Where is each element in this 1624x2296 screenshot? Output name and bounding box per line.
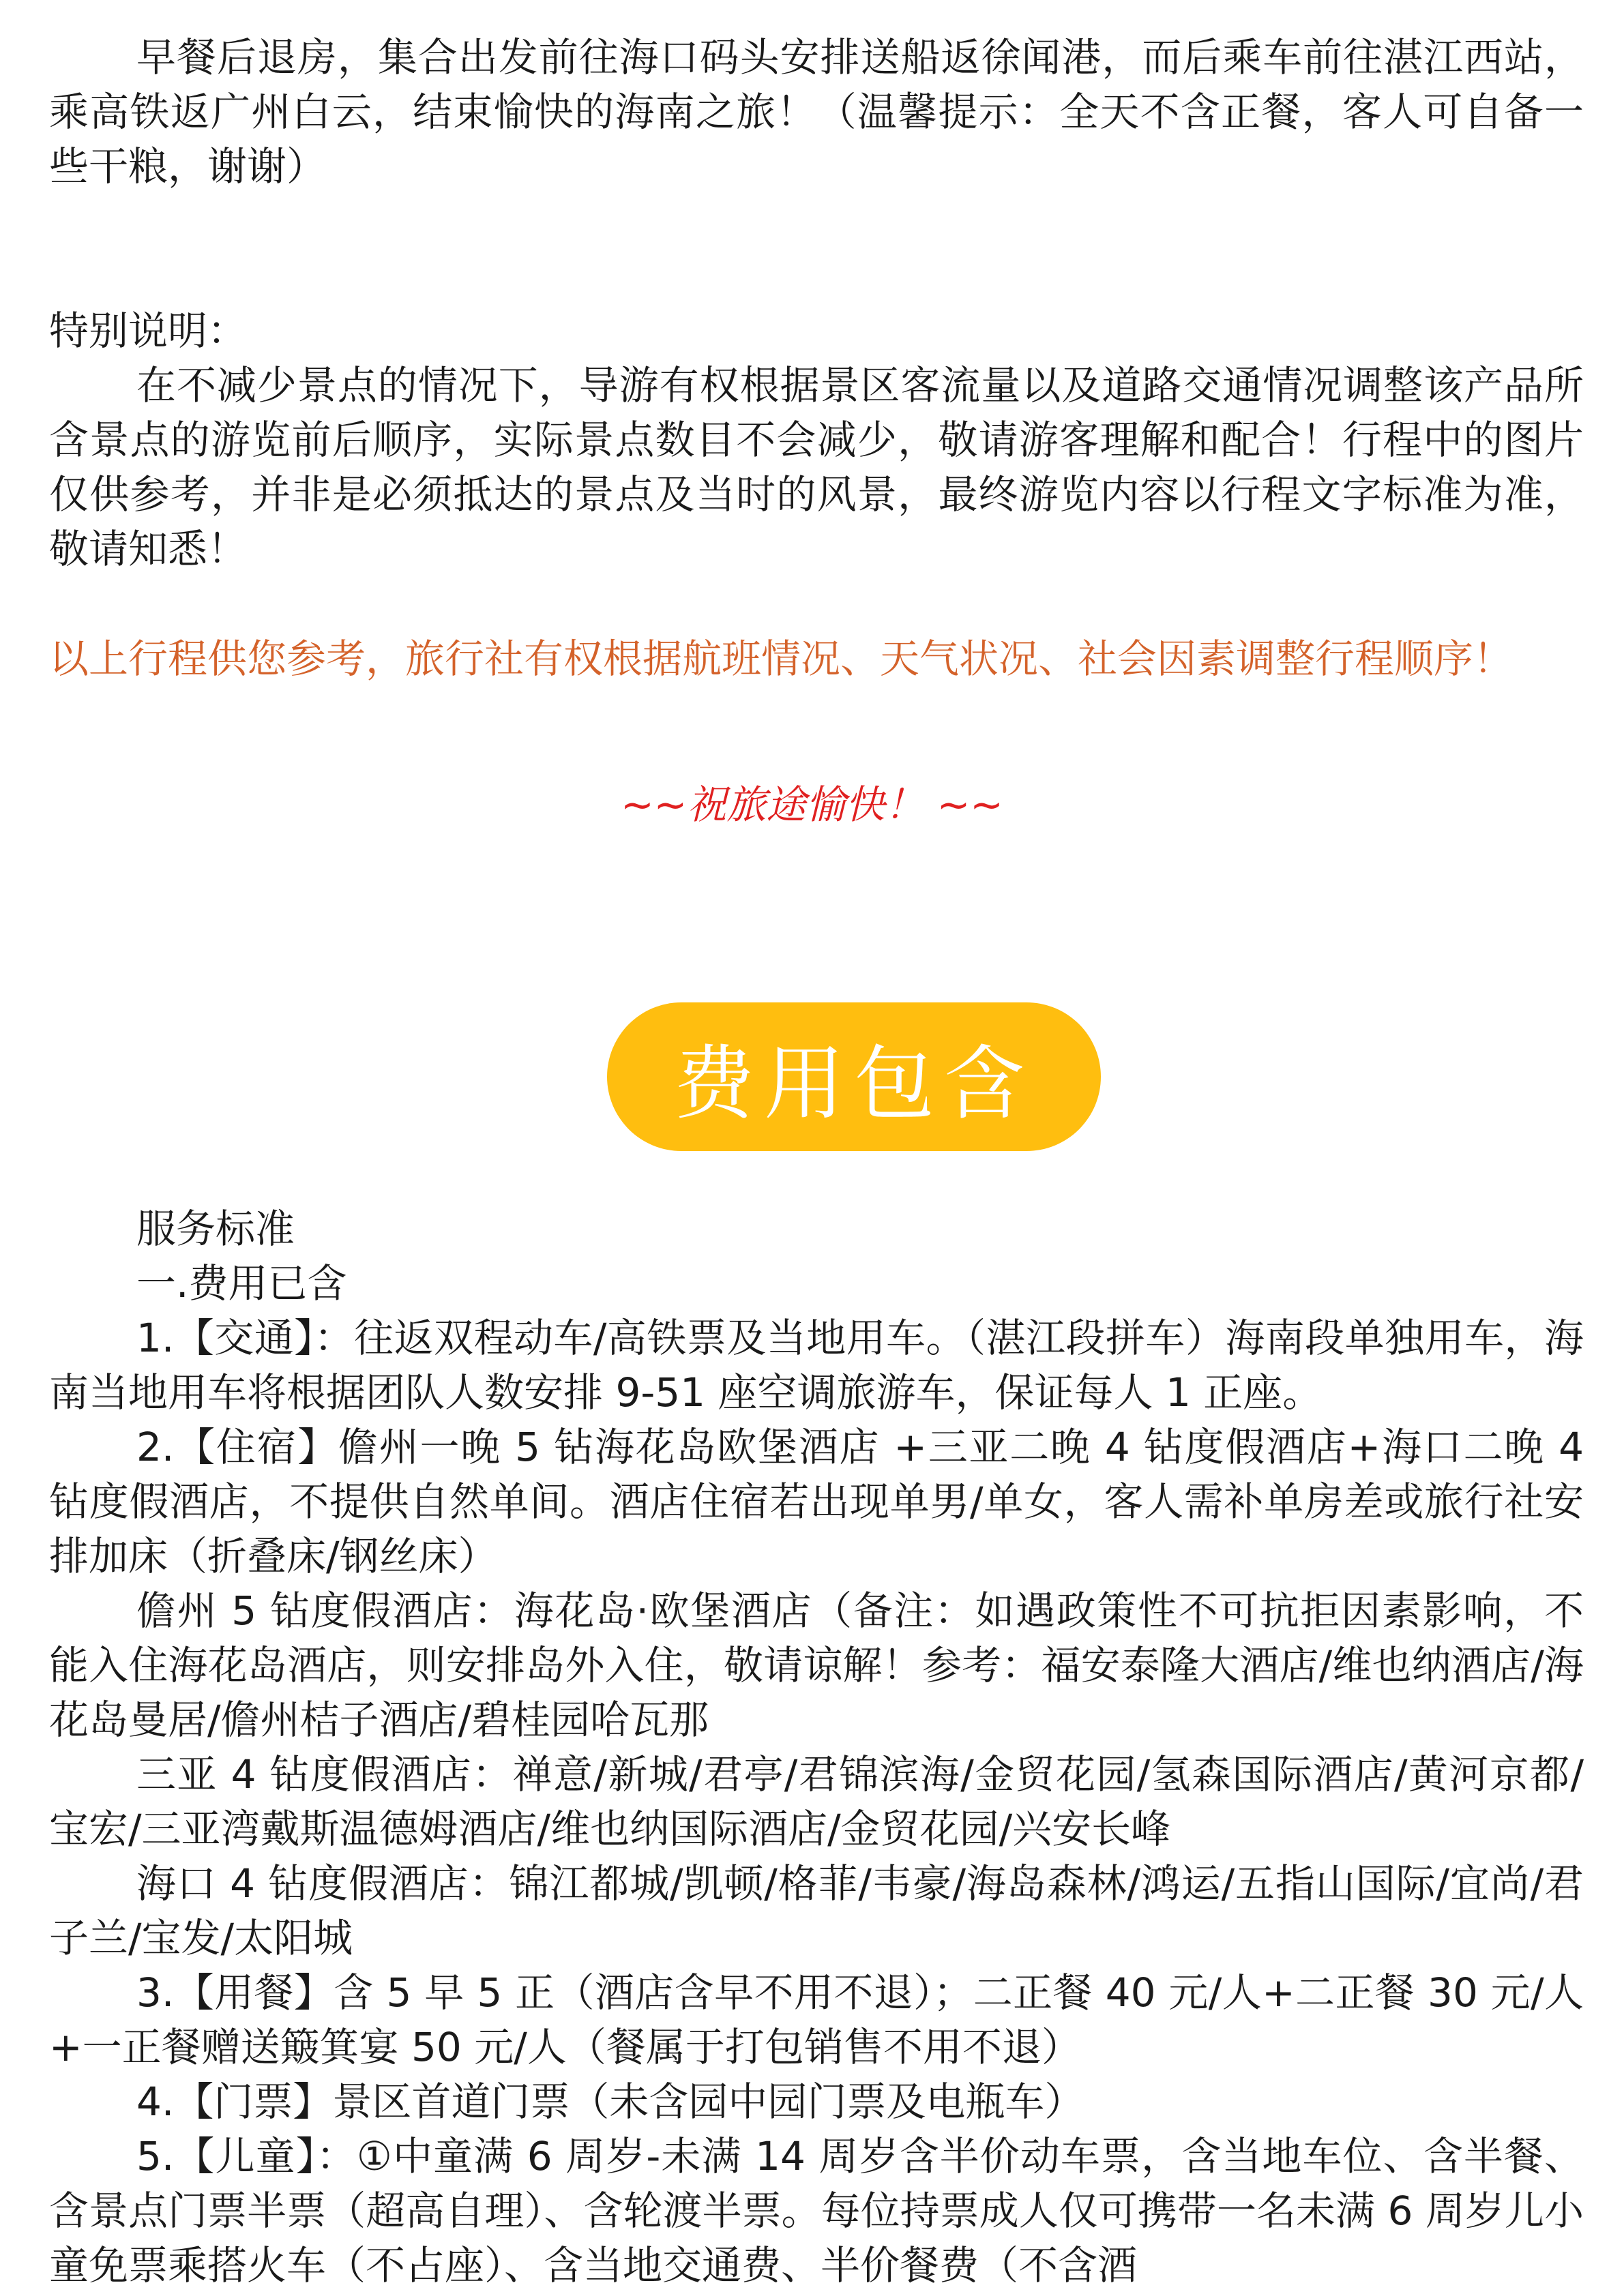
special-title: 特别说明： — [49, 308, 248, 354]
service-item-meals: 3.【用餐】含 5 早 5 正（酒店含早不用不退）；二正餐 40 元/人+二正餐 30 元/人+一正餐赠送簸箕宴 50 元/人（餐属于打包销售不用不退） — [49, 1969, 1584, 2070]
intro-section — [49, 30, 1584, 194]
notice-text: 以上行程供您参考，旅行社有权根据航班情况、天气状况、社会因素调整行程顺序！ — [49, 636, 1514, 682]
notice-section — [49, 622, 1584, 696]
fee-included-badge — [607, 1002, 1101, 1151]
service-section — [49, 1202, 1584, 2293]
service-item-children: 5.【儿童】：①中童满 6 周岁-未满 14 周岁含半价动车票，含当地车位、含半餐、含景点门票半票（超高自理）、含轮渡半票。每位持票成人仅可携带一名未满 6 周岁儿小童免票乘搭火车（不占座）、含当地交通费、半价餐费（不含酒 — [49, 2133, 1584, 2288]
fee-included-label: 费用包含 — [673, 1037, 1034, 1131]
wish-text: ~~祝旅途愉快！ ~~ — [621, 781, 1003, 828]
intro-paragraph: 早餐后退房，集合出发前往海口码头安排送船返徐闻港，而后乘车前往湛江西站，乘高铁返广州白云，结束愉快的海南之旅！（温馨提示：全天不含正餐，客人可自备一些干粮，谢谢） — [49, 34, 1584, 190]
service-item-tickets: 4.【门票】景区首道门票（未含园中园门票及电瓶车） — [136, 2078, 1084, 2125]
service-item-haikou-hotel: 海口 4 钻度假酒店：锦江都城/凯顿/格菲/韦豪/海岛森林/鸿运/五指山国际/宜尚/君子兰/宝发/太阳城 — [49, 1860, 1584, 1961]
service-heading: 服务标准 — [136, 1206, 295, 1252]
special-section — [49, 303, 1584, 576]
service-item-sanya-hotel: 三亚 4 钻度假酒店：禅意/新城/君亭/君锦滨海/金贸花园/氢森国际酒店/黄河京都/宝宏/三亚湾戴斯温德姆酒店/维也纳国际酒店/金贸花园/兴安长峰 — [49, 1751, 1584, 1852]
service-item-lodging: 2.【住宿】儋州一晚 5 钻海花岛欧堡酒店 +三亚二晚 4 钻度假酒店+海口二晚 4 钻度假酒店，不提供自然单间。酒店住宿若出现单男/单女，客人需补单房差或旅行社安排加床（折叠床/钢丝床） — [49, 1424, 1584, 1579]
special-paragraph: 在不减少景点的情况下，导游有权根据景区客流量以及道路交通情况调整该产品所含景点的游览前后顺序，实际景点数目不会减少，敬请游客理解和配合！行程中的图片仅供参考，并非是必须抵达的景点及当时的风景，最终游览内容以行程文字标准为准，敬请知悉！ — [49, 362, 1584, 572]
service-item-transport: 1.【交通】：往返双程动车/高铁票及当地用车。（湛江段拼车）海南段单独用车，海南当地用车将根据团队人数安排 9-51 座空调旅游车，保证每人 1 正座。 — [49, 1315, 1584, 1416]
service-subheading: 一.费用已含 — [136, 1260, 347, 1307]
service-item-danzhou-hotel: 儋州 5 钻度假酒店：海花岛·欧堡酒店（备注：如遇政策性不可抗拒因素影响，不能入住海花岛酒店，则安排岛外入住，敬请谅解！参考：福安泰隆大酒店/维也纳酒店/海花岛曼居/儋州桔子酒店/碧桂园哈瓦那 — [49, 1587, 1584, 1743]
